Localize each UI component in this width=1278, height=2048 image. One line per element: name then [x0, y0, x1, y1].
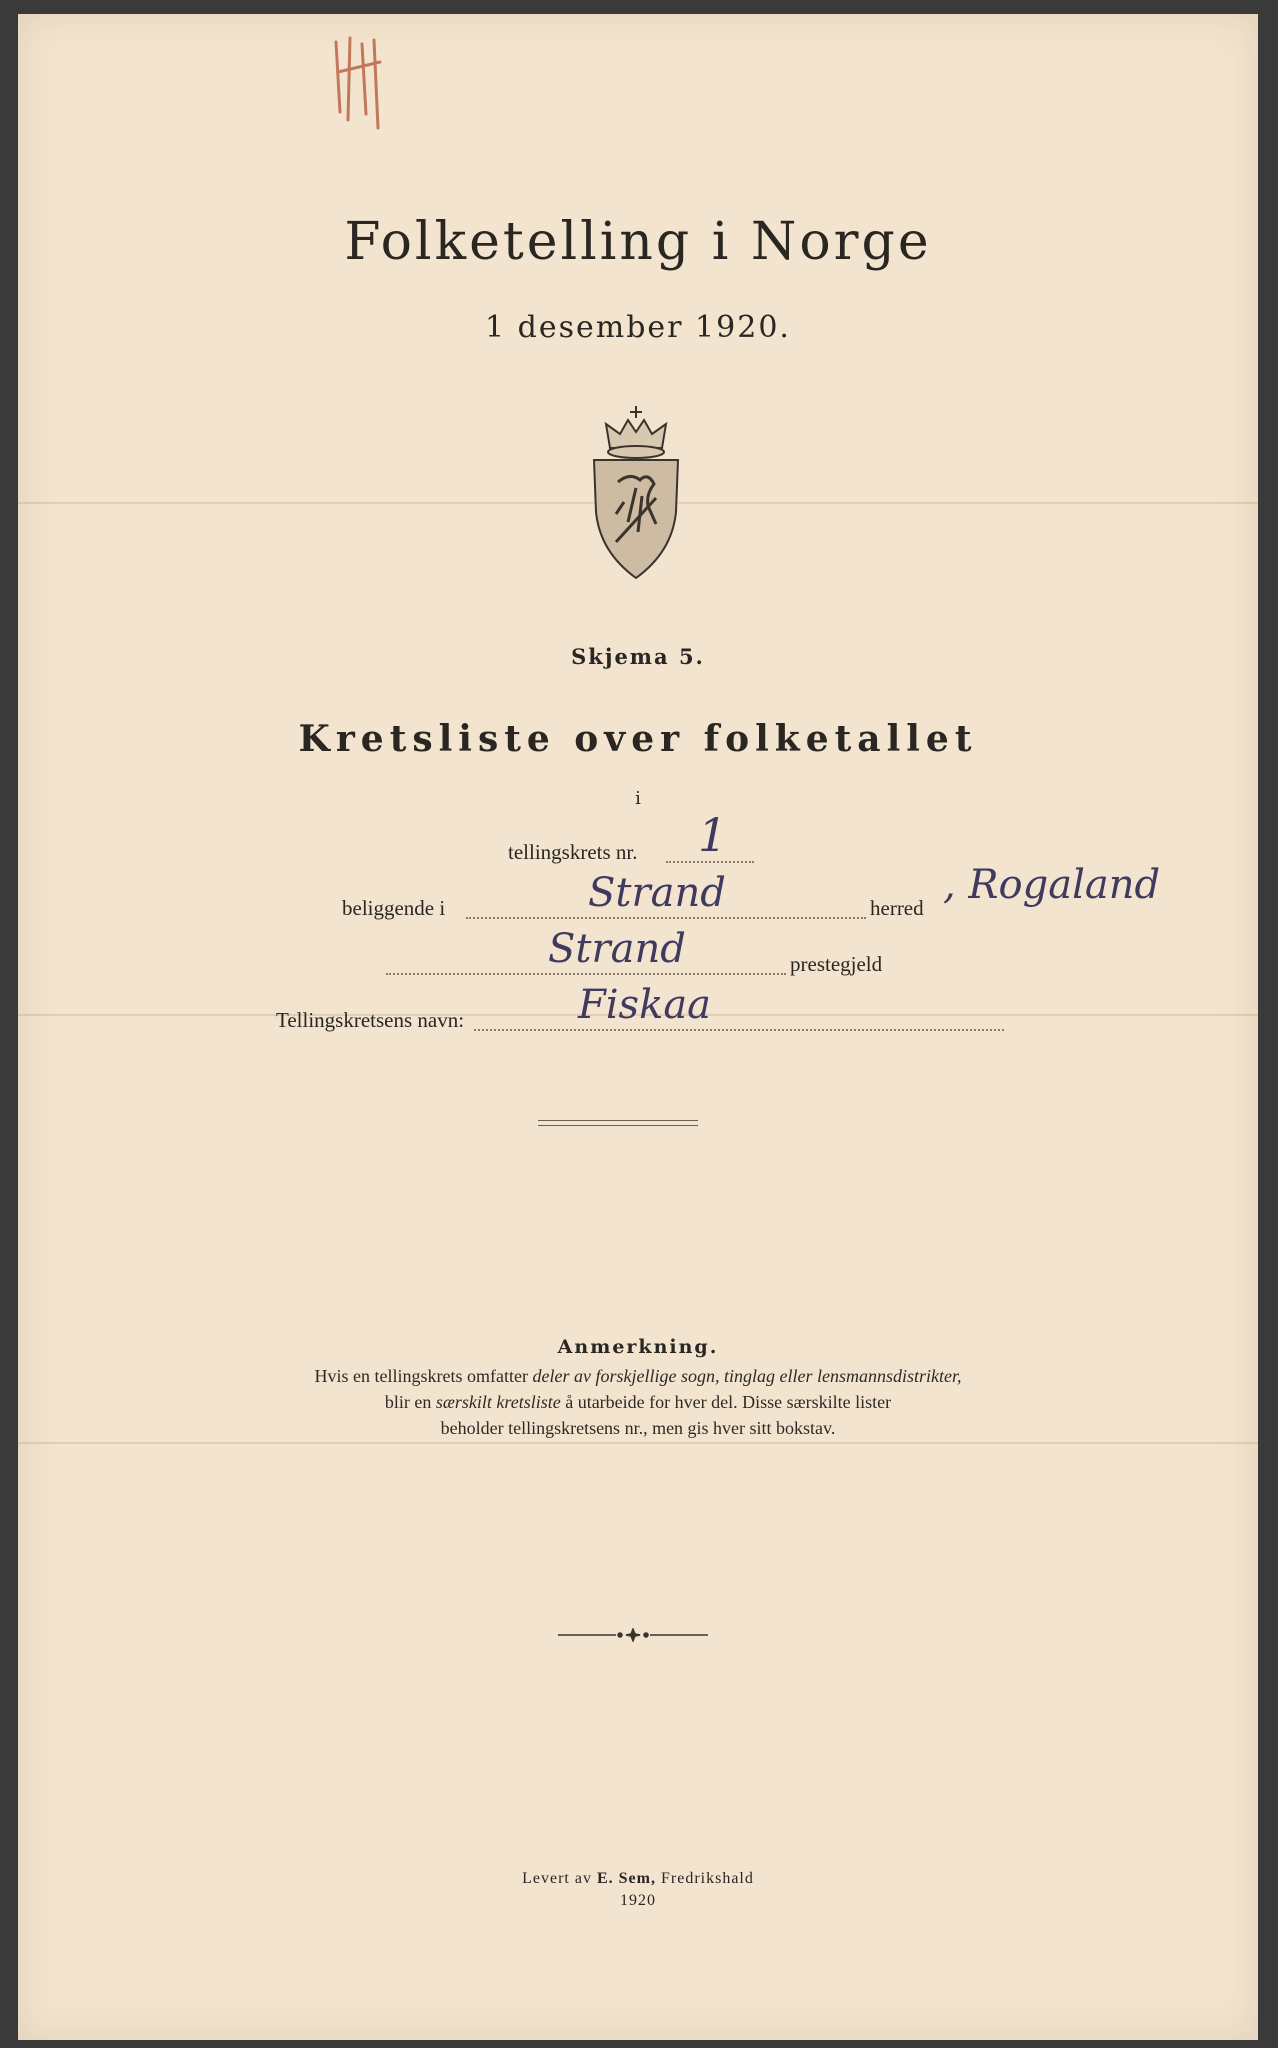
herred-label: herred — [870, 896, 924, 920]
remark-emphasis: deler av forskjellige sogn, tinglag eller lensmannsdistrikter, — [532, 1366, 962, 1386]
schema-number: Skjema 5. — [571, 644, 705, 669]
ornament-divider-icon — [558, 1628, 708, 1642]
prestegjeld-line — [386, 972, 786, 975]
county-value: , Rogaland — [943, 862, 1161, 908]
norwegian-coat-of-arms-icon — [588, 402, 684, 582]
printer-credit — [18, 1870, 1258, 1888]
remark-text: Hvis en tellingskrets omfatter — [314, 1366, 533, 1386]
prestegjeld-value: Strand — [548, 926, 686, 972]
printer-name: E. Sem, — [596, 1870, 656, 1887]
remark-text: å utarbeide for hver del. Disse særskilte lister — [560, 1392, 892, 1412]
herred-value: Strand — [588, 870, 726, 916]
remark-text: blir en — [384, 1392, 436, 1412]
printer-place: Fredrikshald — [655, 1870, 754, 1887]
remark-title: Anmerkning. — [557, 1336, 719, 1358]
archive-pencil-mark — [328, 32, 398, 132]
kretsnavn-label: Tellingskretsens navn: — [276, 1008, 465, 1032]
tellingskrets-label: tellingskrets nr. — [508, 840, 638, 864]
census-form-page — [18, 14, 1258, 2040]
printer-year: 1920 — [620, 1892, 656, 1909]
preposition-i: i — [635, 788, 641, 809]
remark-emphasis: særskilt kretsliste — [435, 1392, 561, 1412]
kretsnavn-line — [474, 1028, 1004, 1031]
document-title: Folketelling i Norge — [344, 212, 932, 272]
remark-line-1 — [18, 1366, 1258, 1387]
remark-line-3: beholder tellingskretsens nr., men gis hver sitt bokstav. — [440, 1418, 836, 1438]
form-heading: Kretsliste over folketallet — [298, 718, 978, 760]
census-date: 1 desember 1920. — [485, 310, 791, 345]
beliggende-label: beliggende i — [342, 896, 446, 920]
remark-line-2 — [18, 1392, 1258, 1413]
section-divider — [538, 1120, 698, 1126]
printer-prefix: Levert av — [522, 1870, 597, 1887]
tellingskrets-value: 1 — [698, 808, 728, 862]
herred-line — [466, 916, 866, 919]
kretsnavn-value: Fiskaa — [578, 982, 712, 1028]
prestegjeld-label: prestegjeld — [790, 952, 883, 976]
paper-fold-line — [18, 1442, 1258, 1444]
